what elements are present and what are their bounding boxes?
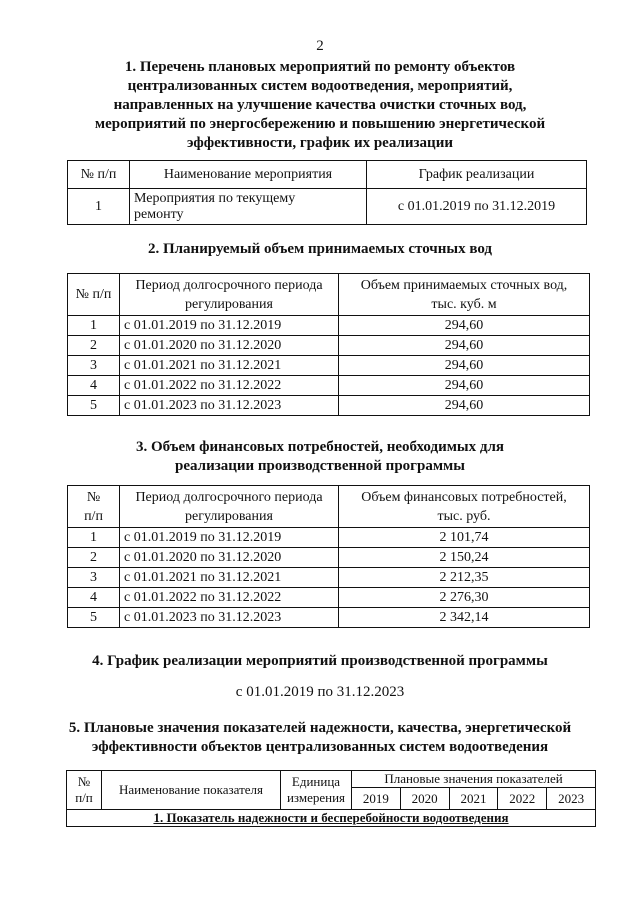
volume-header-line: тыс. куб. м [431,296,497,312]
row-period: с 01.01.2019 по 31.12.2019 [120,316,339,336]
period-header-line: Период долгосрочного периода [135,489,323,505]
section2-title: 2. Планируемый объем принимаемых сточных вод [147,241,493,257]
row-period: с 01.01.2022 по 31.12.2022 [120,588,339,608]
financial-needs-table [67,485,590,628]
table-row [68,568,590,588]
section3-title [0,438,640,476]
row-schedule: с 01.01.2019 по 31.12.2019 [367,189,587,225]
header-unit [281,771,352,810]
section1-title-line: направленных на улучшение качества очистки сточных вод, [113,97,527,113]
row-finance: 2 342,14 [339,608,590,628]
table-row [68,336,590,356]
header-event-name: Наименование мероприятия [130,161,367,189]
event-name-line: Мероприятия по текущему [134,190,296,206]
row-num: 1 [68,528,120,548]
section5-title [0,719,640,757]
section3-title-line: реализации производственной программы [175,458,465,474]
section3-title-line: 3. Объем финансовых потребностей, необходимых для [135,439,505,455]
row-num: 1 [68,189,130,225]
finance-header-line: Объем финансовых потребностей, [361,489,567,505]
row-volume: 294,60 [339,376,590,396]
header-finance [339,486,590,528]
row-period: с 01.01.2020 по 31.12.2020 [120,336,339,356]
row-num: 5 [68,608,120,628]
row-period: с 01.01.2021 по 31.12.2021 [120,568,339,588]
table-row [68,356,590,376]
indicators-table [66,770,596,827]
header-num: № п/п [68,161,130,189]
section1-title-line: 1. Перечень плановых мероприятий по ремонту объектов [124,59,516,75]
row-num: 2 [68,336,120,356]
period-header-line: Период долгосрочного периода [135,277,323,293]
row-period: с 01.01.2022 по 31.12.2022 [120,376,339,396]
section1-title-line: централизованных систем водоотведения, мероприятий, [127,78,513,94]
num-header-line: № [86,489,101,505]
row-volume: 294,60 [339,396,590,416]
header-period [120,274,339,316]
row-num: 1 [68,316,120,336]
row-num: 4 [68,376,120,396]
header-period [120,486,339,528]
header-num [68,486,120,528]
header-num [67,771,102,810]
row-num: 2 [68,548,120,568]
row-num: 3 [68,356,120,376]
row-period: с 01.01.2021 по 31.12.2021 [120,356,339,376]
finance-header-line: тыс. руб. [437,508,491,524]
section5-title-line: эффективности объектов централизованных систем водоотведения [91,739,549,755]
row-event-name [130,189,367,225]
num-header-line: п/п [75,790,93,805]
row-period: с 01.01.2019 по 31.12.2019 [120,528,339,548]
table-row [68,608,590,628]
header-indicator-name: Наименование показателя [102,771,281,810]
header-year: 2021 [449,788,498,810]
header-planned-values: Плановые значения показателей [352,771,596,788]
row-volume: 294,60 [339,336,590,356]
row-finance: 2 101,74 [339,528,590,548]
period-header-line: регулирования [185,508,273,524]
row-num: 5 [68,396,120,416]
section4-title: 4. График реализации мероприятий производственной программы [92,653,548,669]
row-period: с 01.01.2023 по 31.12.2023 [120,608,339,628]
event-name-line: ремонту [134,206,184,222]
header-schedule: График реализации [367,161,587,189]
header-year: 2019 [352,788,401,810]
row-period: с 01.01.2020 по 31.12.2020 [120,548,339,568]
num-header-line: п/п [84,508,103,524]
table-row [68,316,590,336]
num-header-line: № [77,774,91,789]
subheader-reliability [67,810,596,827]
table-row [68,588,590,608]
header-year: 2022 [498,788,547,810]
row-period: с 01.01.2023 по 31.12.2023 [120,396,339,416]
row-finance: 2 212,35 [339,568,590,588]
header-volume [339,274,590,316]
row-finance: 2 276,30 [339,588,590,608]
unit-header-line: Единица [291,774,341,789]
row-num: 3 [68,568,120,588]
section5-title-line: 5. Плановые значения показателей надежности, качества, энергетической [68,720,572,736]
page-number: 2 [316,38,324,54]
table-row [68,528,590,548]
row-num: 4 [68,588,120,608]
row-volume: 294,60 [339,356,590,376]
header-year: 2023 [547,788,596,810]
row-volume: 294,60 [339,316,590,336]
period-header-line: регулирования [185,296,273,312]
table-row [68,396,590,416]
section1-title-line: мероприятий по энергосбережению и повышению энергетической [94,116,546,132]
table-row [68,189,587,225]
section1-title [0,58,640,153]
subheader-text: 1. Показатель надежности и бесперебойности водоотведения [153,810,509,825]
unit-header-line: измерения [286,790,346,805]
events-table [67,160,587,225]
section4-period: с 01.01.2019 по 31.12.2023 [235,684,405,700]
table-row [68,548,590,568]
header-num: № п/п [68,274,120,316]
volume-header-line: Объем принимаемых сточных вод, [360,277,568,293]
header-year: 2020 [400,788,449,810]
table-row [68,376,590,396]
row-finance: 2 150,24 [339,548,590,568]
section1-title-line: эффективности, график их реализации [187,135,453,151]
wastewater-volume-table [67,273,590,416]
